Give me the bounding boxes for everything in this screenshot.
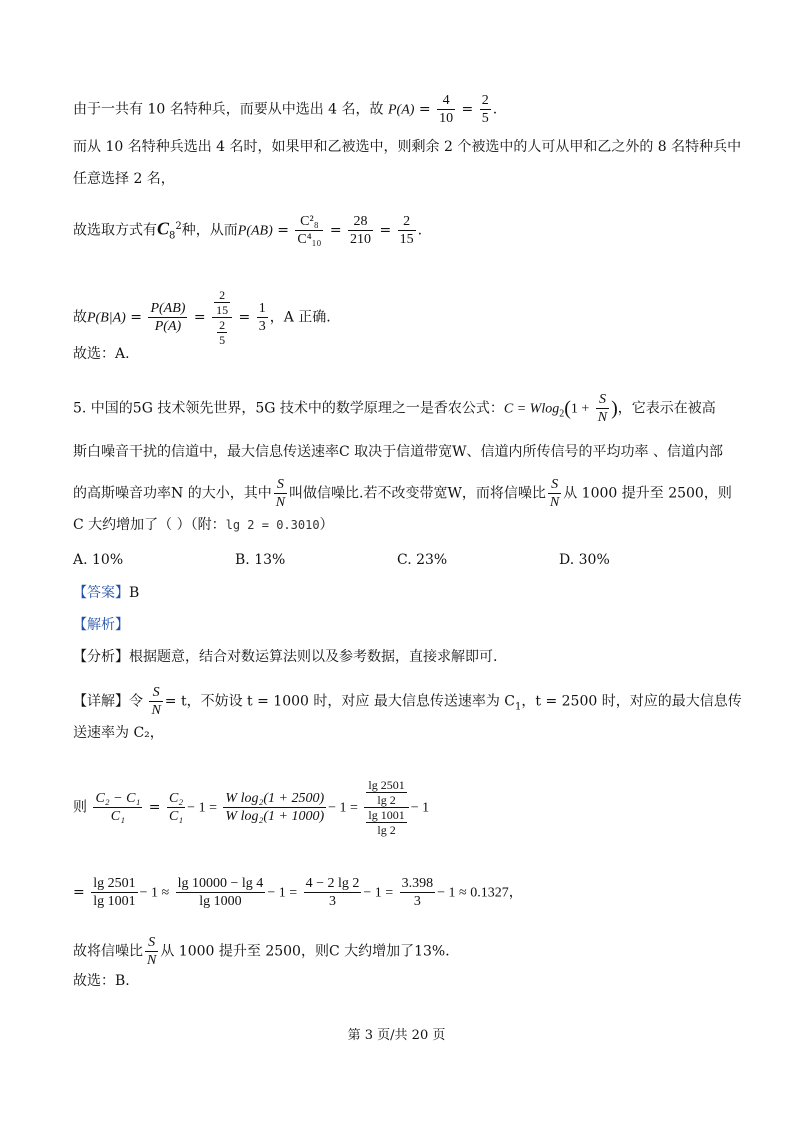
- denominator: lg 1001: [93, 894, 136, 909]
- denominator: 3: [413, 894, 421, 909]
- math-term: − 1: [410, 800, 430, 816]
- numerator: 28: [348, 213, 373, 231]
- denominator: P(A): [154, 319, 182, 334]
- line-text: 故选：A.: [73, 346, 130, 362]
- text: C 大约增加了（ ）（附：: [73, 517, 226, 533]
- denominator: N: [151, 703, 161, 718]
- question-5-line-4: [73, 515, 334, 535]
- paren-open: (: [564, 397, 571, 420]
- numerator: 2: [481, 93, 489, 108]
- math-term: P(A): [387, 102, 415, 118]
- denominator: lg 2: [377, 793, 396, 807]
- numerator: lg 2501: [368, 778, 405, 792]
- numerator: S: [145, 934, 158, 952]
- denominator: 3: [328, 894, 336, 909]
- fraction: [176, 875, 266, 910]
- numerator: W log₂(1 + 2500): [225, 791, 325, 806]
- fraction: [149, 684, 162, 719]
- denominator: 5: [219, 333, 226, 347]
- combination-symbol: C: [157, 218, 170, 239]
- answer-value: B: [129, 585, 140, 601]
- numerator: lg 10000 − lg 4: [177, 876, 264, 891]
- question-5-line-3: [73, 476, 732, 511]
- text: 故: [73, 309, 87, 326]
- fraction: [348, 213, 373, 248]
- math-term: P(B|A): [87, 310, 126, 326]
- inner-fraction: [366, 778, 406, 807]
- math-term: 1 +: [570, 401, 590, 417]
- denominator: N: [549, 495, 560, 510]
- numerator: S: [596, 391, 609, 409]
- subscript: 8: [169, 230, 176, 242]
- denominator: C⁴₁₀: [297, 232, 322, 247]
- text: 由于一共有 10 名特种兵，而要从中选出 4 名，故: [73, 101, 384, 118]
- fraction: [91, 875, 137, 910]
- numerator: S: [149, 684, 162, 702]
- denominator: lg 2: [377, 823, 396, 837]
- numerator: [212, 288, 232, 318]
- denominator: 10: [439, 111, 454, 126]
- text: ，t = 2500 时，对应的最大信息传: [521, 693, 742, 710]
- math-term: − 1 =: [363, 885, 394, 901]
- denominator: 15: [399, 232, 414, 247]
- numerator: C₂ − C₁: [95, 791, 141, 806]
- option-c: C. 23%: [397, 552, 448, 568]
- numerator: 3.398: [401, 876, 434, 891]
- fraction: [223, 790, 326, 825]
- xiangjie-tag: 【详解】: [73, 693, 129, 710]
- numerator: S: [274, 476, 287, 494]
- fraction: [400, 875, 436, 910]
- denominator: 3: [258, 319, 266, 334]
- question-5-line-2: 斯白噪音干扰的信道中，最大信息传送速率C 取决于信道带宽W、信道内所传信号的平均功率 、信道内部: [73, 444, 723, 460]
- numerator: 2: [219, 318, 226, 332]
- numerator: 4: [437, 92, 455, 110]
- math-term: C = Wlog: [503, 401, 560, 417]
- option-d: D. 30%: [559, 552, 610, 568]
- subscript: 2: [559, 408, 565, 420]
- fraction: [167, 790, 185, 825]
- text: = t，不妨设 t = 1000 时，对应 最大信息传送速率为 C: [164, 693, 516, 710]
- line-text: 而从 10 名特种兵选出 4 名时，如果甲和乙被选中，则剩余 2 个被选中的人可从甲和乙之外的 8 名特种兵中: [73, 139, 742, 155]
- question-5-line-1: [73, 391, 716, 426]
- fraction: [148, 300, 187, 335]
- denominator: N: [597, 410, 608, 425]
- line-text: 任意选择 2 名，: [73, 171, 175, 187]
- text: 令: [129, 693, 143, 710]
- inner-fraction: [214, 288, 230, 317]
- line-probability-a: 由于一共有 10 名特种兵，而要从中选出 4 名，故 P(A) = $\frac{4}{10}$ = $\frac{2}{5}$ .: [73, 93, 498, 126]
- text: 从 1000 提升至 2500，则C 大约增加了13%．: [160, 943, 460, 960]
- superscript: 2: [175, 220, 182, 232]
- denominator: N: [147, 953, 157, 968]
- denominator: 210: [350, 232, 372, 247]
- numerator: lg 2501: [93, 876, 136, 891]
- compound-fraction: [364, 778, 408, 837]
- denominator: [212, 318, 232, 347]
- text: ，A 正确.: [269, 309, 331, 326]
- equation-2: = $\frac{\lg 2501}{\lg 1001}$ − 1 ≈ $\frac{\lg 10000 - \lg 4}{\lg 1000}$ − 1 = $\frac{4 - 2 \lg 2}{3}$ − 1 = $\frac{3.398}{3}$ − 1 ≈ 0.1327，: [73, 876, 523, 909]
- denominator: C₁: [168, 809, 184, 824]
- xiangjie-line-2: 送速率为 C₂，: [73, 725, 164, 741]
- math-term: − 1 ≈: [139, 885, 170, 901]
- numerator: 2: [398, 213, 416, 231]
- fraction: [295, 213, 323, 248]
- answer-options: [73, 552, 733, 572]
- snr-fraction: [548, 476, 561, 511]
- numerator: 2: [214, 288, 230, 303]
- line-conditional-probability: 故P(B|A) = $\frac{P(AB)}{P(A)}$ = $\frac{\frac{2}{15}}{\frac{2}{5}}$ = $\frac{1}{3}$ ，A 正确.: [73, 288, 331, 347]
- fraction: [93, 790, 142, 825]
- denominator: W log₂(1 + 1000): [225, 809, 325, 824]
- text: ，它表示在被高: [617, 400, 716, 417]
- answer-line: [73, 583, 139, 603]
- numerator: P(AB): [150, 301, 186, 316]
- answer-tag: 【答案】: [73, 585, 129, 601]
- inner-fraction: [217, 318, 227, 347]
- text: 根据题意，结合对数运算法则以及参考数据，直接求解即可.: [129, 649, 498, 665]
- text: 的高斯噪音功率N 的大小，其中: [73, 485, 272, 502]
- reference-value: lg 2 = 0.3010: [225, 518, 320, 532]
- text: 从 1000 提升至 2500，则: [563, 485, 732, 502]
- numerator: 4 − 2 lg 2: [305, 876, 360, 891]
- math-term: − 1 =: [328, 800, 358, 816]
- denominator: 15: [216, 303, 229, 317]
- fraction: [398, 213, 416, 248]
- text: 叫做信噪比.若不改变带宽W，而将信噪比: [289, 485, 546, 502]
- text: 故选取方式有: [73, 222, 157, 239]
- option-a: A. 10%: [73, 552, 124, 568]
- xiangjie-line-1: 【详解】令 $\frac{S}{N}$ = t，不妨设 t = 1000 时，对应 最大信息传送速率为 $C_1$，t = 2500 时，对应的最大信息传: [73, 685, 742, 718]
- numerator: C²₈: [295, 213, 323, 231]
- fenxi-line: [73, 647, 497, 667]
- fraction: [257, 300, 268, 335]
- fraction: [596, 391, 609, 426]
- denominator: 5: [481, 111, 489, 126]
- numerator: S: [548, 476, 561, 494]
- fraction: [437, 92, 455, 127]
- denominator: lg 1000: [199, 894, 242, 909]
- paren-close: ): [611, 397, 618, 420]
- numerator: lg 1001: [368, 808, 405, 822]
- analysis-line: [73, 615, 129, 635]
- denominator: [364, 808, 408, 837]
- fenxi-tag: 【分析】: [73, 649, 129, 665]
- numerator: 1: [258, 301, 266, 316]
- analysis-tag: 【解析】: [73, 617, 129, 633]
- denominator: N: [275, 495, 286, 510]
- compound-fraction: [212, 288, 232, 347]
- denominator: C₁: [110, 809, 125, 824]
- option-b: B. 13%: [235, 552, 286, 568]
- page-footer: 第 3 页/共 20 页: [347, 1028, 446, 1043]
- numerator: [364, 778, 408, 808]
- math-term: P(AB): [237, 223, 273, 239]
- numerator: C₂: [168, 791, 184, 806]
- final-answer-line: 故选：B.: [73, 973, 130, 989]
- text: 故将信噪比: [73, 943, 143, 960]
- text: 种，从而: [181, 222, 238, 239]
- math-term: − 1 =: [187, 800, 217, 816]
- conclusion-line: [73, 934, 459, 969]
- math-term: − 1 ≈ 0.1327，: [437, 885, 523, 901]
- snr-fraction: [274, 476, 287, 511]
- math-term: − 1 =: [267, 885, 298, 901]
- equation-1: 则 $\frac{\text{C₂ − C₁}}{\text{C₁}}$ = $\frac{\text{C₂}}{\text{C₁}}$ − 1 = $\frac{\text{W log₂(1 + 2500)}}{\text{W log₂(1 + 1000)}}$ − 1 = $\frac{\frac{\lg 2501}{\lg 2}}{\frac{\lg 1001}{\lg 2}}$ − 1: [73, 778, 430, 837]
- text: 则: [73, 799, 87, 816]
- line-probability-ab: 故选取方式有$C_8^2$种，从而P(AB) = $\frac{\text{C²₈}}{\text{C⁴₁₀}}$ = $\frac{28}{210}$ = $\frac{2}{15}$ .: [73, 214, 423, 247]
- text: ）: [319, 517, 334, 533]
- text: .: [417, 222, 423, 239]
- inner-fraction: [366, 808, 406, 837]
- fraction: [304, 875, 362, 910]
- text: 5. 中国的5G 技术领先世界，5G 技术中的数学原理之一是香农公式：: [73, 400, 504, 417]
- text: .: [492, 101, 498, 118]
- fraction: [480, 92, 491, 127]
- snr-fraction: [145, 934, 158, 969]
